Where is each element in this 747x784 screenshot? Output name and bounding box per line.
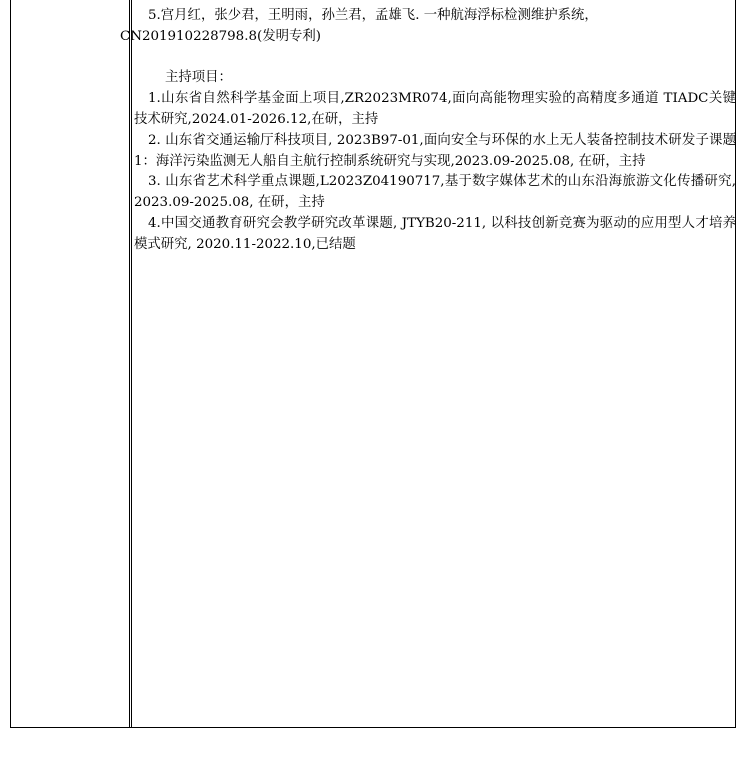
left-label-cell bbox=[11, 0, 130, 727]
project-item-1: 1.山东省自然科学基金面上项目,ZR2023MR074,面向高能物理实验的高精度多通道 TIADC关键技术研究,2024.01-2026.12,在研，主持 bbox=[134, 91, 736, 127]
content-cell bbox=[120, 0, 736, 727]
patent-line-1: 5.宫月红，张少君，王明雨，孙兰君，孟雄飞. 一种航海浮标检测维护系统， bbox=[148, 8, 598, 23]
project-item-3: 3. 山东省艺术科学重点课题,L2023Z04190717,基于数字媒体艺术的山东沿海旅游文化传播研究, 2023.09-2025.08, 在研，主持 bbox=[134, 174, 736, 211]
content-block bbox=[120, 6, 736, 256]
table-frame bbox=[10, 0, 736, 728]
patent-entry bbox=[120, 6, 736, 48]
project-item-4: 4.中国交通教育研究会教学研究改革课题, JTYB20-211, 以科技创新竞赛为驱动的应用型人才培养模式研究, 2020.11-2022.10,已结题 bbox=[134, 215, 736, 252]
patent-line-2: CN201910228798.8(发明专利) bbox=[120, 28, 321, 44]
spacer bbox=[134, 48, 736, 69]
project-item-2: 2. 山东省交通运输厅科技项目, 2023B97-01,面向安全与环保的水上无人装备控制技术研发子课题 1：海洋污染监测无人船自主航行控制系统研究与实现,2023.09-2025.08, 在研，主持 bbox=[134, 132, 736, 169]
projects-heading: 主持项目： bbox=[165, 70, 232, 86]
